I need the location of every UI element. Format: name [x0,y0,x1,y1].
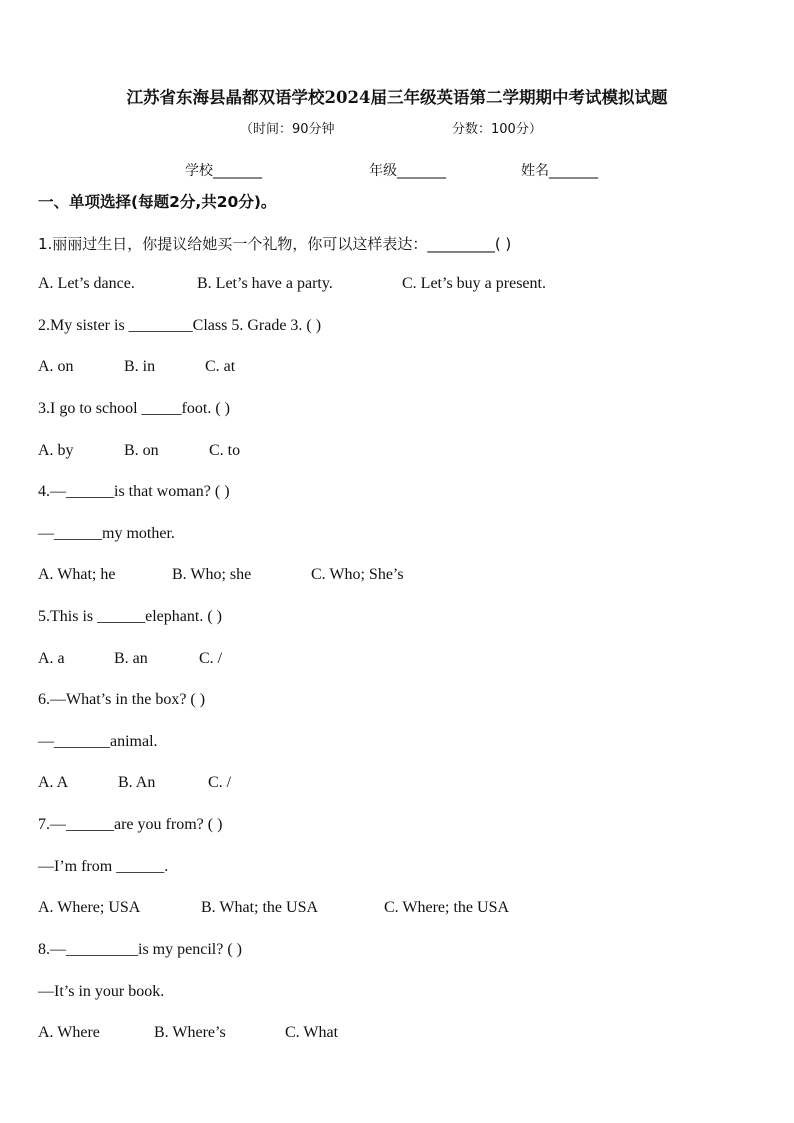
time-limit: （时间：90分钟 [240,122,335,137]
option-a: A. a [38,650,65,667]
question-4-reply: —______my mother. [38,525,175,542]
question-3-stem: 3.I go to school _____foot. ( ) [38,400,230,417]
option-a: A. A [38,774,69,791]
question-2-stem: 2.My sister is ________Class 5. Grade 3. ( ) [38,317,322,334]
option-c: C. at [205,358,236,375]
option-c: C. / [208,774,232,791]
school-field: 学校_______ [185,163,262,179]
option-c: C. to [209,442,241,459]
question-1-stem: 1.丽丽过生日，你提议给她买一个礼物，你可以这样表达：_________( ) [38,235,512,253]
question-6-stem: 6.—What’s in the box? ( ) [38,691,206,708]
option-c: C. Where; the USA [384,899,510,916]
option-b: B. on [124,442,159,459]
question-6-reply: —_______animal. [38,733,158,750]
section-heading: 一、单项选择(每题2分,共20分)。 [38,193,277,211]
question-7-stem: 7.—______are you from? ( ) [38,816,223,833]
option-c: C. What [285,1024,339,1041]
option-a: A. on [38,358,74,375]
exam-subtitle [0,118,794,138]
exam-title: 江苏省东海县晶都双语学校2024届三年级英语第二学期期中考试模拟试题 [126,88,668,107]
student-info-row [0,160,794,182]
option-c: C. Let’s buy a present. [402,275,546,292]
option-a: A. Where [38,1024,100,1041]
option-b: B. Who; she [172,566,252,583]
name-field: 姓名_______ [521,163,598,179]
option-b: B. Where’s [154,1024,226,1041]
option-a: A. What; he [38,566,116,583]
option-a: A. by [38,442,74,459]
question-8-stem: 8.—_________is my pencil? ( ) [38,941,242,958]
question-5-stem: 5.This is ______elephant. ( ) [38,608,222,625]
option-b: B. Let’s have a party. [197,275,333,292]
option-a: A. Let’s dance. [38,275,135,292]
total-score: 分数：100分） [452,122,542,137]
grade-field: 年级_______ [369,163,446,179]
option-b: B. An [118,774,156,791]
option-c: C. Who; She’s [311,566,404,583]
option-b: B. an [114,650,148,667]
option-a: A. Where; USA [38,899,141,916]
option-b: B. in [124,358,156,375]
question-4-stem: 4.—______is that woman? ( ) [38,483,230,500]
question-8-reply: —It’s in your book. [38,983,165,1000]
option-c: C. / [199,650,223,667]
option-b: B. What; the USA [201,899,319,916]
question-7-reply: —I’m from ______. [38,858,169,875]
